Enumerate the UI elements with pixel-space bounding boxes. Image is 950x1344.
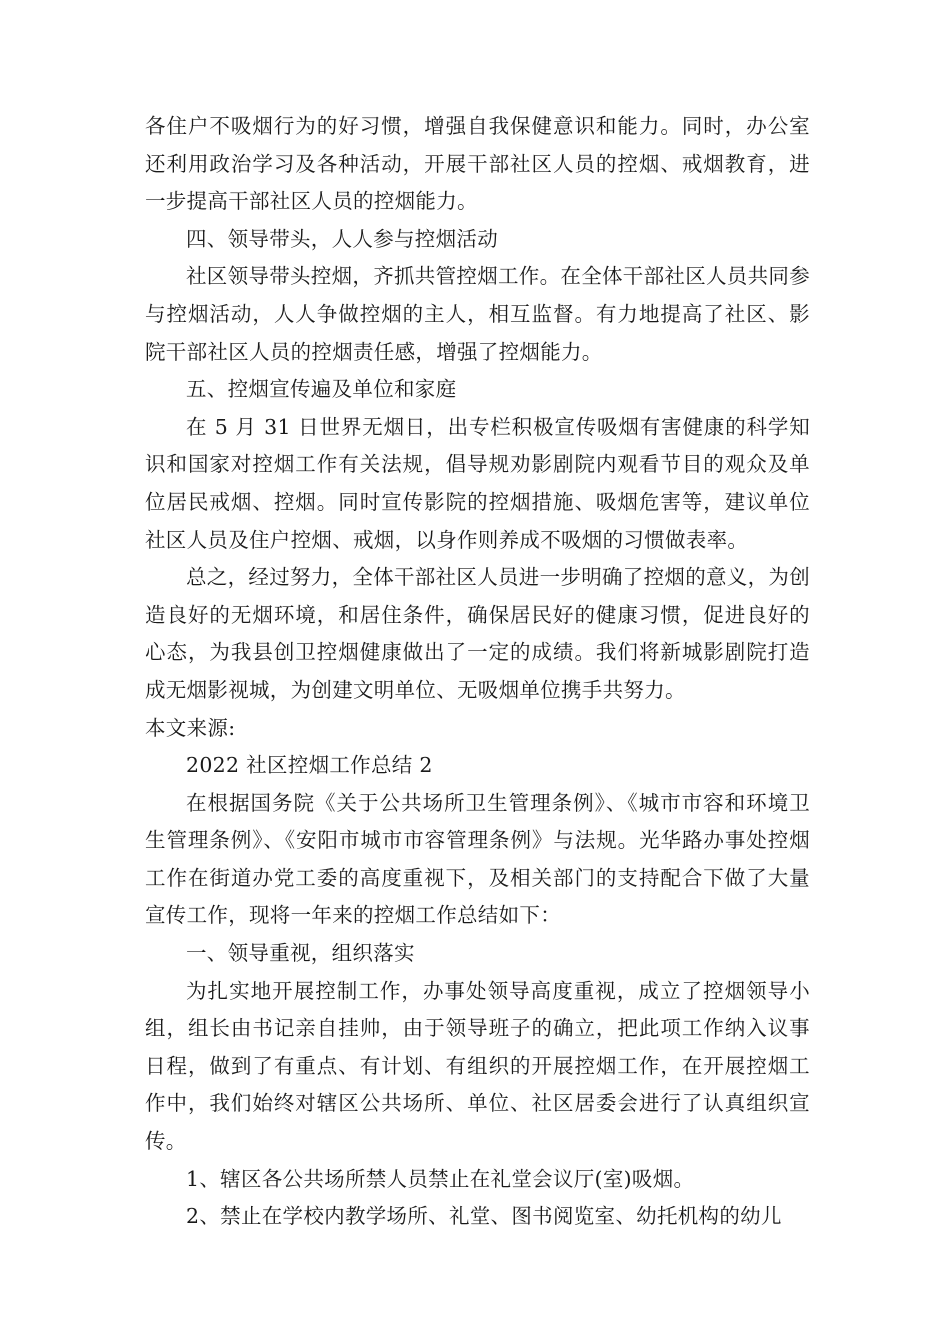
document-subtitle: 2022 社区控烟工作总结 2 (186, 753, 433, 778)
paragraph-4: 在根据国务院《关于公共场所卫生管理条例》、《城市市容和环境卫生管理条例》、《安阳市城市市容管理条例》与法规。光华路办事处控烟工作在街道办党工委的高度重视下，及相关部门的支持配合下做了大量宣传工作，现将一年来的控烟工作总结如下： (145, 790, 810, 928)
paragraph-1: 各住户不吸烟行为的好习惯，增强自我保健意识和能力。同时，办公室还利用政治学习及各种活动，开展干部社区人员的控烟、戒烟教育，进一步提高干部社区人员的控烟能力。 (145, 114, 810, 214)
paragraph-2: 社区领导带头控烟，齐抓共管控烟工作。在全体干部社区人员共同参与控烟活动，人人争做控烟的主人，相互监督。有力地提高了社区、影院干部社区人员的控烟责任感，增强了控烟能力。 (145, 264, 810, 364)
section-heading-1: 一、领导重视，组织落实 (186, 941, 415, 966)
list-item-2: 2、禁止在学校内教学场所、礼堂、图书阅览室、幼托机构的幼儿 (186, 1204, 782, 1229)
paragraph-5: 为扎实地开展控制工作，办事处领导高度重视，成立了控烟领导小组，组长由书记亲自挂帅，由于领导班子的确立，把此项工作纳入议事日程，做到了有重点、有计划、有组织的开展控烟工作，在开展控烟工作中，我们始终对辖区公共场所、单位、社区居委会进行了认真组织宣传。 (145, 978, 810, 1154)
list-item-1: 1、辖区各公共场所禁人员禁止在礼堂会议厅(室)吸烟。 (186, 1166, 695, 1191)
paragraph-summary: 总之，经过努力，全体干部社区人员进一步明确了控烟的意义，为创造良好的无烟环境，和居住条件，确保居民好的健康习惯，促进良好的心态，为我县创卫控烟健康做出了一定的成绩。我们将新城影剧院打造成无烟影视城，为创建文明单位、无吸烟单位携手共努力。 (145, 565, 810, 702)
section-heading-5: 五、控烟宣传遍及单位和家庭 (186, 377, 457, 402)
paragraph-3: 在 5 月 31 日世界无烟日，出专栏积极宣传吸烟有害健康的科学知识和国家对控烟工作有关法规，倡导规劝影剧院内观看节目的观众及单位居民戒烟、控烟。同时宣传影院的控烟措施、吸烟危害等，建议单位社区人员及住户控烟、戒烟，以身作则养成不吸烟的习惯做表率。 (145, 414, 810, 552)
section-heading-4: 四、领导带头，人人参与控烟活动 (186, 226, 498, 251)
source-label: 本文来源: (145, 715, 236, 740)
document-page (145, 108, 810, 1236)
